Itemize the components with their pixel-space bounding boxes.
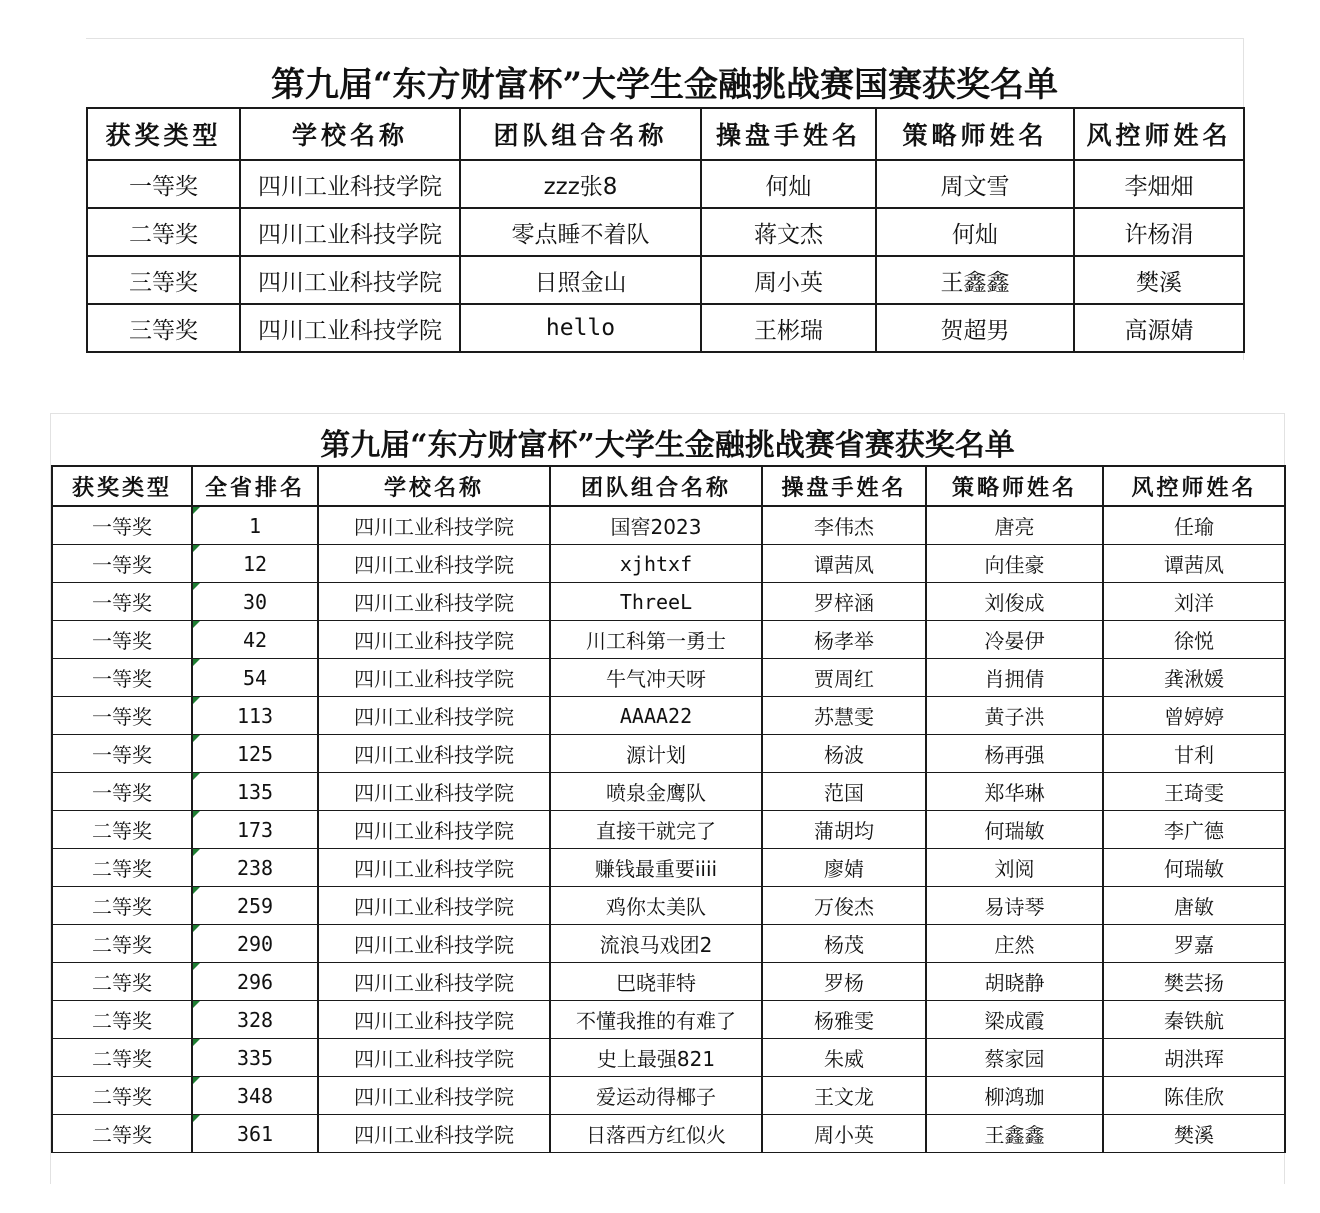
cell-province-rank: 348: [192, 1077, 318, 1115]
cell-province-rank: 361: [192, 1115, 318, 1153]
cell-province-rank: 1: [192, 506, 318, 545]
cell-team-name: 零点睡不着队: [460, 208, 701, 256]
cell-school-name: 四川工业科技学院: [240, 208, 460, 256]
table-row: [87, 160, 1244, 208]
cell-strategist-name: 王鑫鑫: [876, 256, 1074, 304]
table-row: [52, 925, 1285, 963]
table-row: [52, 849, 1285, 887]
cell-trader-name: 蒋文杰: [701, 208, 876, 256]
header-team-name: 团队组合名称: [460, 108, 701, 160]
cell-team-name: 爱运动得椰子: [550, 1077, 762, 1115]
cell-team-name: 鸡你太美队: [550, 887, 762, 925]
cell-trader-name: 杨雅雯: [762, 1001, 926, 1039]
cell-risk-control-name: 甘利: [1103, 735, 1285, 773]
cell-province-rank: 12: [192, 545, 318, 583]
cell-school-name: 四川工业科技学院: [318, 1115, 550, 1153]
table-row: [52, 1077, 1285, 1115]
cell-province-rank: 290: [192, 925, 318, 963]
provincial-award-table: [51, 465, 1286, 1153]
header-team-name: 团队组合名称: [550, 466, 762, 506]
header-province-rank: 全省排名: [192, 466, 318, 506]
cell-risk-control-name: 樊溪: [1074, 256, 1244, 304]
cell-strategist-name: 杨再强: [926, 735, 1103, 773]
cell-award-type: 三等奖: [87, 304, 240, 352]
header-school-name: 学校名称: [240, 108, 460, 160]
cell-school-name: 四川工业科技学院: [318, 735, 550, 773]
provincial-award-title: 第九届“东方财富杯”大学生金融挑战赛省赛获奖名单: [320, 428, 1015, 463]
cell-award-type: 二等奖: [52, 849, 192, 887]
cell-risk-control-name: 罗嘉: [1103, 925, 1285, 963]
cell-risk-control-name: 陈佳欣: [1103, 1077, 1285, 1115]
cell-province-rank: 328: [192, 1001, 318, 1039]
cell-province-rank: 42: [192, 621, 318, 659]
cell-award-type: 一等奖: [52, 545, 192, 583]
cell-risk-control-name: 李畑畑: [1074, 160, 1244, 208]
cell-risk-control-name: 胡洪珲: [1103, 1039, 1285, 1077]
cell-team-name: 不懂我推的有难了: [550, 1001, 762, 1039]
cell-province-rank: 296: [192, 963, 318, 1001]
cell-strategist-name: 蔡家园: [926, 1039, 1103, 1077]
cell-team-name: xjhtxf: [550, 545, 762, 583]
cell-school-name: 四川工业科技学院: [318, 583, 550, 621]
cell-province-rank: 335: [192, 1039, 318, 1077]
cell-award-type: 一等奖: [52, 659, 192, 697]
cell-school-name: 四川工业科技学院: [318, 849, 550, 887]
cell-award-type: 三等奖: [87, 256, 240, 304]
cell-strategist-name: 庄然: [926, 925, 1103, 963]
cell-award-type: 二等奖: [52, 1039, 192, 1077]
cell-risk-control-name: 谭茜凤: [1103, 545, 1285, 583]
cell-school-name: 四川工业科技学院: [318, 1039, 550, 1077]
table-row: [52, 583, 1285, 621]
cell-team-name: 日落西方红似火: [550, 1115, 762, 1153]
table-row: [52, 545, 1285, 583]
cell-risk-control-name: 龚湫媛: [1103, 659, 1285, 697]
cell-award-type: 一等奖: [52, 583, 192, 621]
header-strategist-name: 策略师姓名: [926, 466, 1103, 506]
table-row: [87, 256, 1244, 304]
cell-strategist-name: 周文雪: [876, 160, 1074, 208]
cell-risk-control-name: 刘洋: [1103, 583, 1285, 621]
cell-team-name: 流浪马戏团2: [550, 925, 762, 963]
cell-province-rank: 135: [192, 773, 318, 811]
header-strategist-name: 策略师姓名: [876, 108, 1074, 160]
cell-risk-control-name: 秦铁航: [1103, 1001, 1285, 1039]
cell-team-name: 喷泉金鹰队: [550, 773, 762, 811]
header-risk-control-name: 风控师姓名: [1074, 108, 1244, 160]
cell-award-type: 一等奖: [52, 735, 192, 773]
cell-risk-control-name: 李广德: [1103, 811, 1285, 849]
cell-risk-control-name: 樊芸扬: [1103, 963, 1285, 1001]
cell-province-rank: 113: [192, 697, 318, 735]
cell-province-rank: 30: [192, 583, 318, 621]
cell-award-type: 一等奖: [52, 697, 192, 735]
cell-province-rank: 125: [192, 735, 318, 773]
cell-trader-name: 周小英: [762, 1115, 926, 1153]
cell-team-name: 源计划: [550, 735, 762, 773]
cell-school-name: 四川工业科技学院: [318, 545, 550, 583]
cell-trader-name: 朱威: [762, 1039, 926, 1077]
header-trader-name: 操盘手姓名: [701, 108, 876, 160]
cell-strategist-name: 胡晓静: [926, 963, 1103, 1001]
cell-team-name: 川工科第一勇士: [550, 621, 762, 659]
cell-trader-name: 何灿: [701, 160, 876, 208]
cell-team-name: 牛气冲天呀: [550, 659, 762, 697]
header-school-name: 学校名称: [318, 466, 550, 506]
cell-school-name: 四川工业科技学院: [318, 773, 550, 811]
cell-school-name: 四川工业科技学院: [318, 506, 550, 545]
cell-strategist-name: 向佳豪: [926, 545, 1103, 583]
table-row: [52, 1001, 1285, 1039]
cell-school-name: 四川工业科技学院: [318, 887, 550, 925]
provincial-award-sheet: [50, 413, 1285, 1184]
cell-province-rank: 259: [192, 887, 318, 925]
cell-team-name: hello: [460, 304, 701, 352]
table-row: [52, 697, 1285, 735]
header-risk-control-name: 风控师姓名: [1103, 466, 1285, 506]
cell-trader-name: 李伟杰: [762, 506, 926, 545]
cell-strategist-name: 刘阅: [926, 849, 1103, 887]
cell-school-name: 四川工业科技学院: [240, 160, 460, 208]
table-row: [52, 506, 1285, 545]
cell-strategist-name: 郑华琳: [926, 773, 1103, 811]
cell-award-type: 二等奖: [52, 963, 192, 1001]
cell-award-type: 一等奖: [87, 160, 240, 208]
cell-school-name: 四川工业科技学院: [318, 811, 550, 849]
table-row: [52, 887, 1285, 925]
cell-risk-control-name: 何瑞敏: [1103, 849, 1285, 887]
cell-team-name: zzz张8: [460, 160, 701, 208]
cell-strategist-name: 刘俊成: [926, 583, 1103, 621]
national-award-title: 第九届“东方财富杯”大学生金融挑战赛国赛获奖名单: [270, 65, 1059, 105]
provincial-header-row: [52, 466, 1285, 506]
cell-school-name: 四川工业科技学院: [240, 304, 460, 352]
cell-trader-name: 杨波: [762, 735, 926, 773]
national-award-sheet: [86, 38, 1244, 360]
table-row: [52, 735, 1285, 773]
cell-strategist-name: 冷晏伊: [926, 621, 1103, 659]
cell-trader-name: 万俊杰: [762, 887, 926, 925]
header-trader-name: 操盘手姓名: [762, 466, 926, 506]
cell-team-name: 巴晓菲特: [550, 963, 762, 1001]
cell-risk-control-name: 许杨涓: [1074, 208, 1244, 256]
cell-risk-control-name: 徐悦: [1103, 621, 1285, 659]
cell-strategist-name: 易诗琴: [926, 887, 1103, 925]
cell-award-type: 二等奖: [87, 208, 240, 256]
header-award-type: 获奖类型: [87, 108, 240, 160]
table-row: [52, 621, 1285, 659]
table-row: [87, 304, 1244, 352]
cell-trader-name: 王文龙: [762, 1077, 926, 1115]
cell-team-name: 日照金山: [460, 256, 701, 304]
cell-school-name: 四川工业科技学院: [318, 963, 550, 1001]
cell-team-name: AAAA22: [550, 697, 762, 735]
cell-trader-name: 罗杨: [762, 963, 926, 1001]
cell-risk-control-name: 王琦雯: [1103, 773, 1285, 811]
cell-trader-name: 贾周红: [762, 659, 926, 697]
cell-award-type: 二等奖: [52, 887, 192, 925]
cell-award-type: 一等奖: [52, 621, 192, 659]
national-award-table: [86, 107, 1245, 353]
cell-strategist-name: 柳鸿珈: [926, 1077, 1103, 1115]
cell-province-rank: 54: [192, 659, 318, 697]
cell-trader-name: 范国: [762, 773, 926, 811]
cell-strategist-name: 梁成霞: [926, 1001, 1103, 1039]
cell-school-name: 四川工业科技学院: [240, 256, 460, 304]
cell-school-name: 四川工业科技学院: [318, 1077, 550, 1115]
cell-strategist-name: 何灿: [876, 208, 1074, 256]
cell-team-name: 直接干就完了: [550, 811, 762, 849]
cell-risk-control-name: 唐敏: [1103, 887, 1285, 925]
cell-strategist-name: 唐亮: [926, 506, 1103, 545]
cell-award-type: 二等奖: [52, 1115, 192, 1153]
cell-award-type: 一等奖: [52, 773, 192, 811]
cell-award-type: 二等奖: [52, 1001, 192, 1039]
cell-award-type: 二等奖: [52, 1077, 192, 1115]
cell-strategist-name: 贺超男: [876, 304, 1074, 352]
cell-school-name: 四川工业科技学院: [318, 1001, 550, 1039]
table-row: [52, 773, 1285, 811]
cell-risk-control-name: 高源婧: [1074, 304, 1244, 352]
cell-award-type: 二等奖: [52, 811, 192, 849]
cell-strategist-name: 黄子洪: [926, 697, 1103, 735]
cell-team-name: 赚钱最重要iiii: [550, 849, 762, 887]
cell-trader-name: 罗梓涵: [762, 583, 926, 621]
table-row: [52, 659, 1285, 697]
cell-trader-name: 廖婧: [762, 849, 926, 887]
cell-trader-name: 苏慧雯: [762, 697, 926, 735]
cell-strategist-name: 何瑞敏: [926, 811, 1103, 849]
cell-strategist-name: 肖拥倩: [926, 659, 1103, 697]
national-header-row: [87, 108, 1244, 160]
cell-award-type: 一等奖: [52, 506, 192, 545]
cell-risk-control-name: 任瑜: [1103, 506, 1285, 545]
cell-team-name: ThreeL: [550, 583, 762, 621]
cell-trader-name: 王彬瑞: [701, 304, 876, 352]
cell-trader-name: 周小英: [701, 256, 876, 304]
cell-school-name: 四川工业科技学院: [318, 659, 550, 697]
cell-school-name: 四川工业科技学院: [318, 925, 550, 963]
table-row: [87, 208, 1244, 256]
cell-award-type: 二等奖: [52, 925, 192, 963]
cell-school-name: 四川工业科技学院: [318, 621, 550, 659]
cell-trader-name: 杨孝举: [762, 621, 926, 659]
table-row: [52, 811, 1285, 849]
cell-team-name: 史上最强821: [550, 1039, 762, 1077]
cell-trader-name: 蒲胡均: [762, 811, 926, 849]
cell-risk-control-name: 樊溪: [1103, 1115, 1285, 1153]
table-row: [52, 963, 1285, 1001]
table-row: [52, 1115, 1285, 1153]
table-row: [52, 1039, 1285, 1077]
cell-school-name: 四川工业科技学院: [318, 697, 550, 735]
header-award-type: 获奖类型: [52, 466, 192, 506]
cell-trader-name: 谭茜凤: [762, 545, 926, 583]
cell-province-rank: 238: [192, 849, 318, 887]
cell-trader-name: 杨茂: [762, 925, 926, 963]
cell-risk-control-name: 曾婷婷: [1103, 697, 1285, 735]
cell-team-name: 国窖2023: [550, 506, 762, 545]
cell-province-rank: 173: [192, 811, 318, 849]
cell-strategist-name: 王鑫鑫: [926, 1115, 1103, 1153]
